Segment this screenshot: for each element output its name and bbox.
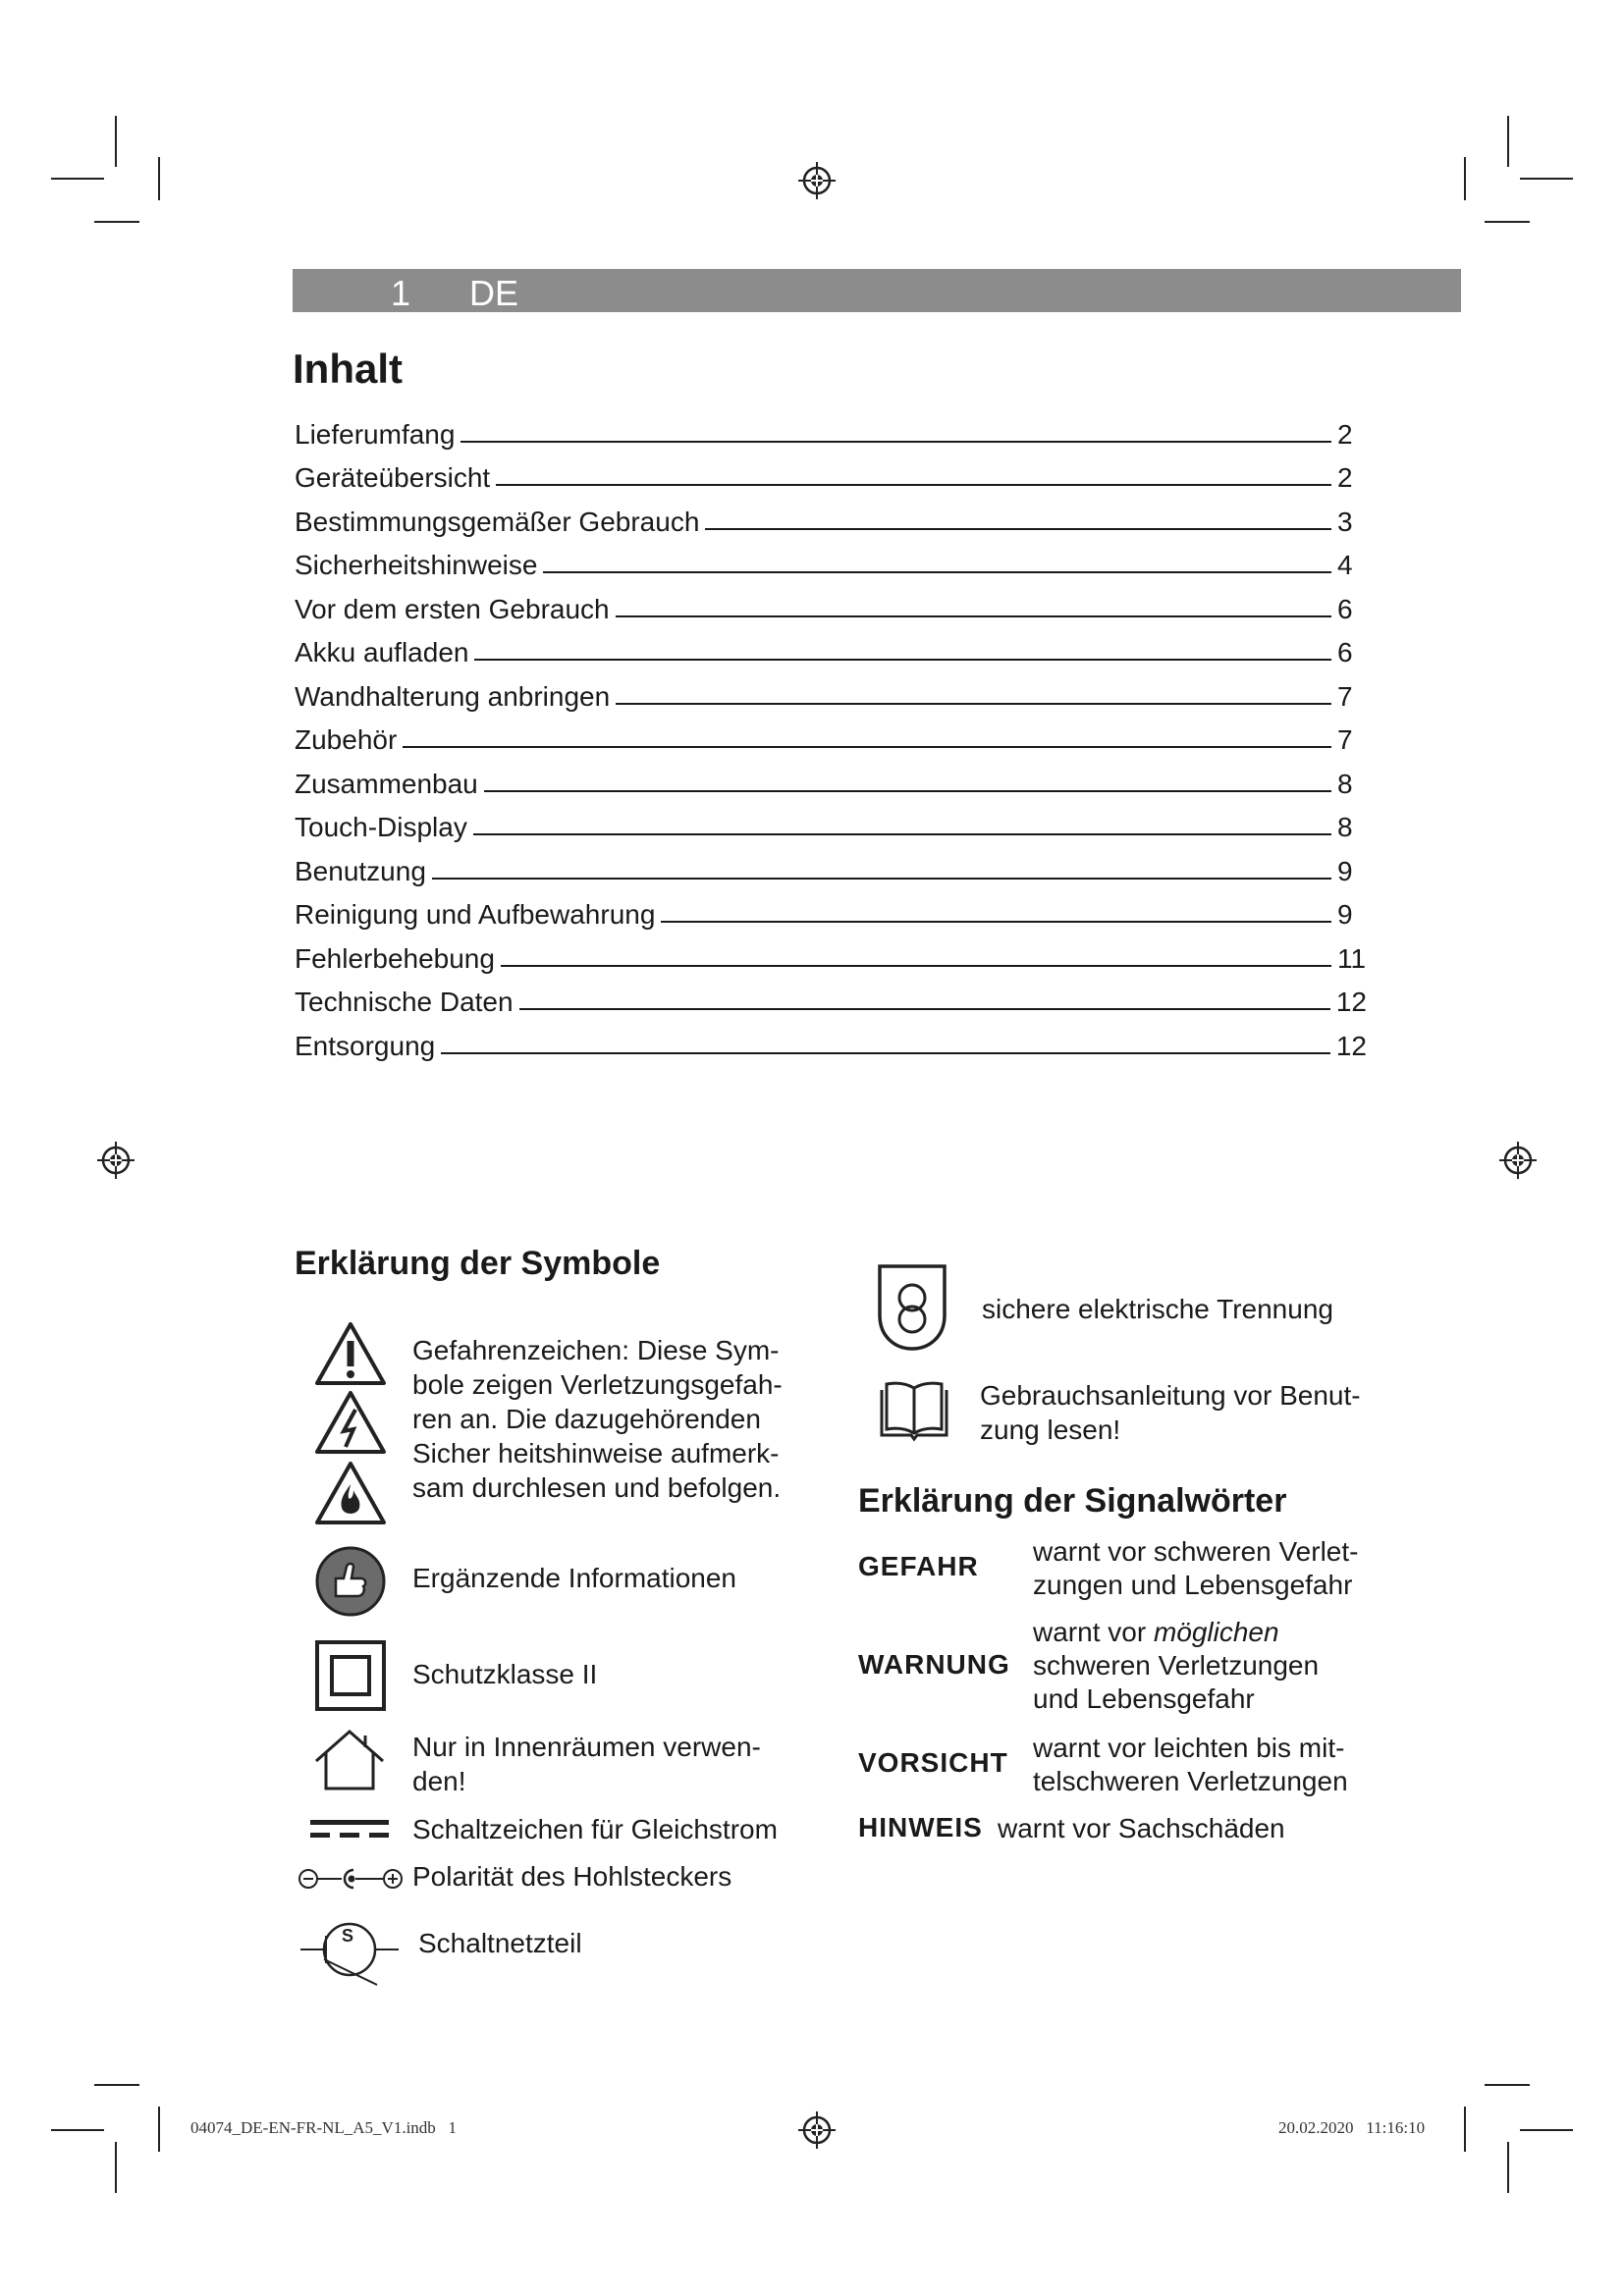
toc-leader-line: [543, 571, 1331, 573]
signal-word-gefahr: GEFAHR: [858, 1551, 979, 1581]
toc-leader-line: [460, 441, 1331, 443]
toc-entry-label: Technische Daten: [295, 987, 514, 1017]
footer-file-name: 04074_DE-EN-FR-NL_A5_V1.indb 1: [190, 2118, 458, 2137]
read-manual-book-icon: [878, 1380, 950, 1441]
safety-isolating-transformer-icon: [876, 1262, 948, 1353]
toc-entry-page: 9: [1337, 855, 1353, 886]
smps-description: Schaltnetzteil: [418, 1928, 582, 1958]
toc-leader-line: [616, 615, 1331, 617]
toc-entry-label: Entsorgung: [295, 1030, 436, 1061]
toc-entry: [295, 451, 1367, 495]
safe-isolation-description: sichere elektrische Trennung: [982, 1294, 1333, 1324]
toc-entry: [295, 625, 1367, 669]
toc-entry-page: 3: [1337, 506, 1353, 537]
toc-entry: [295, 581, 1367, 625]
toc-entry-label: Zusammenbau: [295, 768, 478, 799]
signal-word-warnung: WARNUNG: [858, 1649, 1010, 1680]
toc-leader-line: [496, 484, 1331, 486]
signal-word-vorsicht: VORSICHT: [858, 1747, 1008, 1778]
toc-leader-line: [661, 921, 1331, 923]
toc-entry-label: Akku aufladen: [295, 637, 469, 667]
table-of-contents: [295, 406, 1367, 1062]
signal-vorsicht-description: warnt vor leichten bis mit- telschweren Verletzungen: [1033, 1733, 1348, 1796]
registration-mark-right: [1498, 1141, 1538, 1180]
toc-leader-line: [474, 659, 1331, 661]
toc-entry-label: Benutzung: [295, 855, 426, 886]
toc-entry: [295, 713, 1367, 757]
symbols-title: Erklärung der Symbole: [295, 1245, 661, 1282]
toc-leader-line: [616, 703, 1331, 705]
toc-entry: [295, 668, 1367, 713]
polarity-icon: [297, 1867, 406, 1891]
signals-title: Erklärung der Signalwörter: [858, 1482, 1287, 1520]
direct-current-icon: [310, 1818, 389, 1842]
info-hand-icon: [314, 1545, 387, 1618]
footer-timestamp: 20.02.2020 11:16:10: [1278, 2118, 1426, 2137]
toc-entry: [295, 1018, 1367, 1062]
toc-entry-page: 12: [1335, 1030, 1367, 1061]
toc-entry-label: Wandhalterung anbringen: [295, 680, 611, 712]
toc-leader-line: [441, 1052, 1330, 1054]
toc-title: Inhalt: [293, 346, 403, 392]
toc-entry-page: 6: [1337, 593, 1353, 624]
toc-entry-page: 7: [1337, 680, 1353, 712]
toc-leader-line: [501, 965, 1331, 967]
toc-entry-label: Geräteübersicht: [295, 462, 491, 493]
page-number: 1: [391, 273, 411, 313]
danger-description: Gefahrenzeichen: Diese Sym- bole zeigen Verletzungsgefah- ren an. Die dazugehörenden Sicher heitshinweise aufmerk- sam durchlesen und befolgen.: [412, 1335, 783, 1503]
toc-entry-page: 12: [1335, 987, 1367, 1017]
info-description: Ergänzende Informationen: [412, 1563, 736, 1593]
warning-triangle-icon: [314, 1321, 387, 1386]
toc-entry-label: Zubehör: [295, 724, 398, 755]
registration-mark-top: [797, 161, 837, 200]
toc-entry-page: 11: [1337, 942, 1367, 974]
toc-entry-page: 4: [1337, 550, 1353, 580]
toc-entry-page: 7: [1337, 724, 1353, 755]
toc-entry-page: 8: [1337, 812, 1353, 842]
toc-leader-line: [484, 790, 1331, 792]
toc-entry-page: 8: [1337, 768, 1353, 799]
toc-entry: [295, 931, 1367, 975]
signal-word-hinweis: HINWEIS: [858, 1812, 983, 1842]
toc-entry-label: Sicherheitshinweise: [295, 550, 538, 580]
toc-entry: [295, 887, 1367, 932]
toc-entry: [295, 975, 1367, 1019]
signal-warnung-description: warnt vor möglichen schweren Verletzungen und Lebensgefahr: [1033, 1617, 1320, 1714]
toc-entry: [295, 538, 1367, 582]
toc-entry-label: Bestimmungsgemäßer Gebrauch: [295, 506, 700, 537]
toc-entry: [295, 800, 1367, 844]
section-header-bar: [293, 269, 1461, 312]
toc-entry: [295, 494, 1367, 538]
toc-entry-page: 6: [1337, 637, 1353, 667]
toc-entry: [295, 843, 1367, 887]
toc-leader-line: [519, 1008, 1330, 1010]
toc-entry-page: 2: [1337, 418, 1353, 450]
toc-entry-label: Vor dem ersten Gebrauch: [295, 593, 610, 624]
toc-entry-page: 2: [1337, 462, 1353, 493]
toc-entry-label: Touch-Display: [295, 812, 467, 842]
toc-entry-label: Lieferumfang: [295, 418, 456, 450]
protection-class-description: Schutzklasse II: [412, 1659, 598, 1689]
indoor-house-icon: [312, 1728, 387, 1792]
polarity-description: Polarität des Hohlsteckers: [412, 1861, 732, 1892]
electric-hazard-icon: [314, 1390, 387, 1455]
svg-text:S: S: [342, 1926, 354, 1946]
switch-mode-power-supply-icon: [300, 1916, 399, 1985]
toc-leader-line: [403, 746, 1331, 748]
toc-leader-line: [432, 878, 1331, 880]
toc-entry: [295, 406, 1367, 451]
registration-mark-bottom: [797, 2110, 837, 2150]
signal-hinweis-description: warnt vor Sachschäden: [998, 1813, 1285, 1843]
toc-leader-line: [705, 528, 1331, 530]
signal-gefahr-description: warnt vor schweren Verlet- zungen und Lebensgefahr: [1033, 1536, 1359, 1600]
registration-mark-left: [96, 1141, 135, 1180]
toc-entry-label: Fehlerbehebung: [295, 942, 495, 974]
fire-hazard-icon: [314, 1461, 387, 1525]
dc-description: Schaltzeichen für Gleichstrom: [412, 1814, 778, 1844]
language-code: DE: [469, 273, 519, 313]
indoor-description: Nur in Innenräumen verwen- den!: [412, 1732, 761, 1796]
toc-leader-line: [473, 833, 1331, 835]
protection-class-icon: [314, 1639, 387, 1712]
toc-entry: [295, 756, 1367, 800]
toc-entry-label: Reinigung und Aufbewahrung: [295, 899, 656, 930]
manual-description: Gebrauchsanleitung vor Benut- zung lesen!: [980, 1380, 1361, 1445]
toc-entry-page: 9: [1337, 899, 1353, 930]
